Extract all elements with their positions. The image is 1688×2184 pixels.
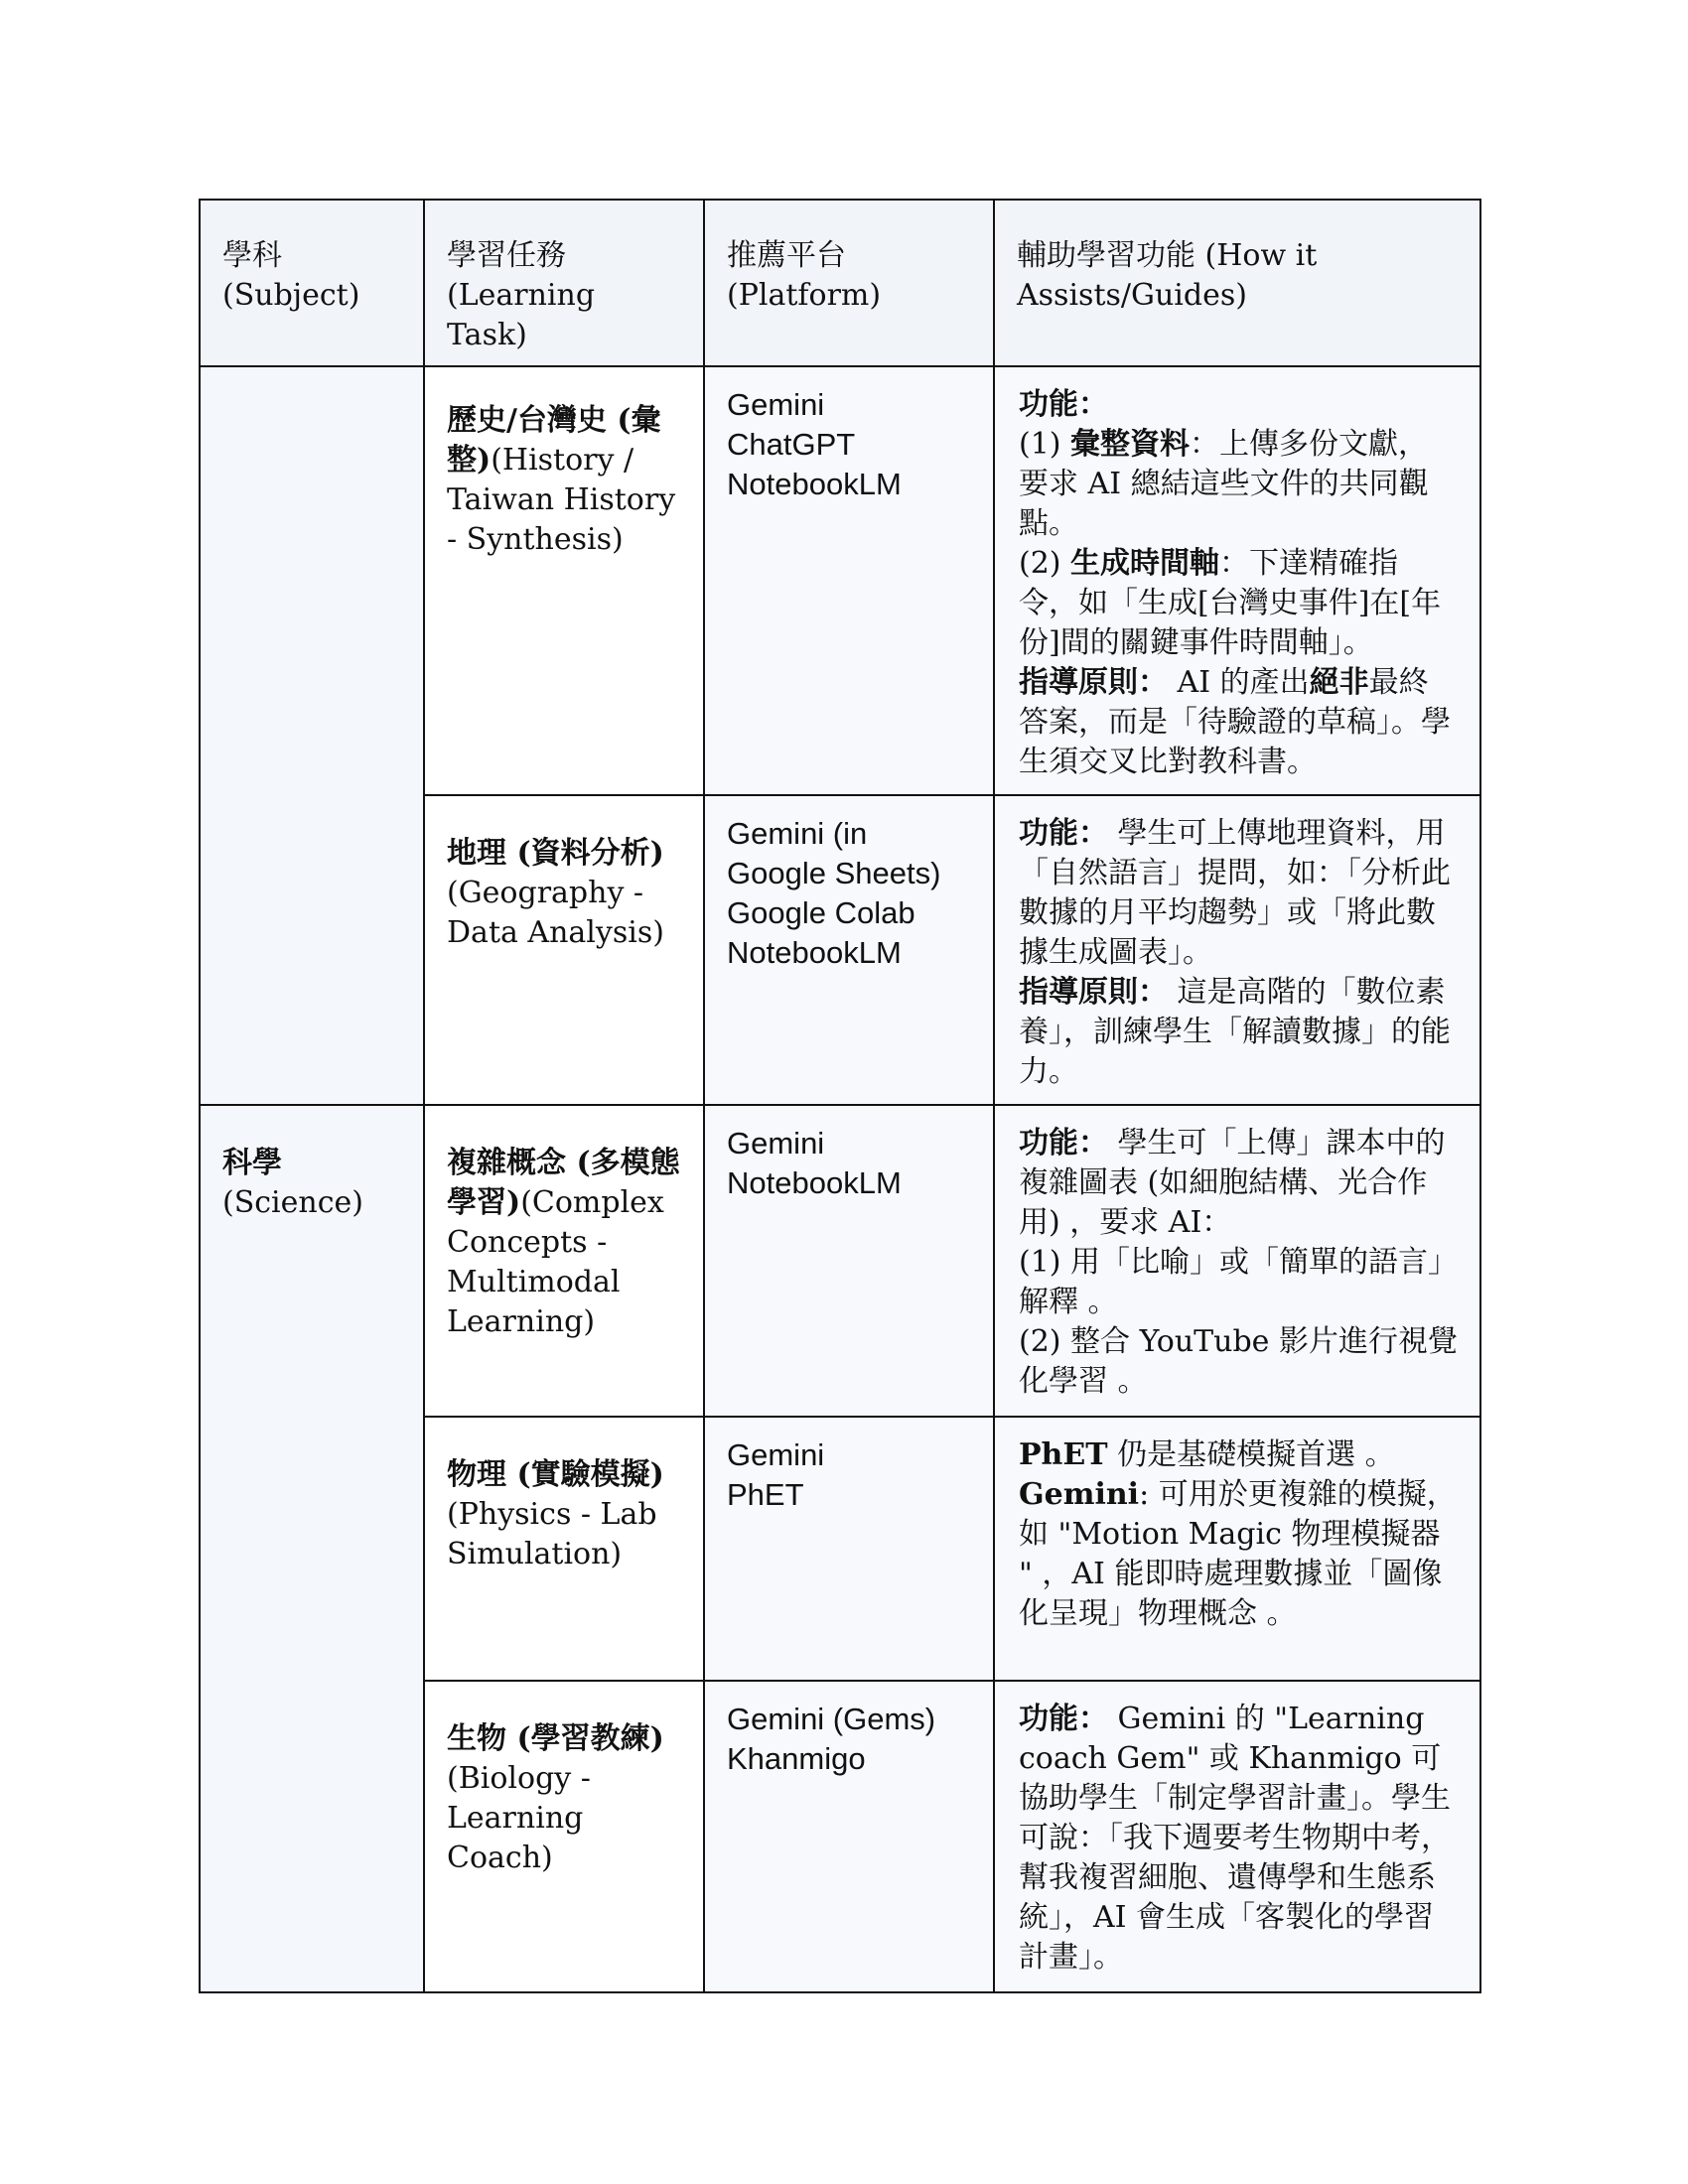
- platform-cell-history: Gemini ChatGPT NotebookLM: [704, 366, 994, 795]
- header-platform: 推薦平台 (Platform): [704, 200, 994, 366]
- function-cell-history: 功能： (1) 彙整資料：上傳多份文獻，要求 AI 總結這些文件的共同觀點。 (2) 生成時間軸：下達精確指令，如「生成[台灣史事件]在[年份]間的關鍵事件時間軸」。 指導原則： AI 的產出絕非最終答案，而是「待驗證的草稿」。學生須交叉比對教科書。: [994, 366, 1480, 795]
- subject-cell-humanities: [200, 366, 424, 1105]
- task-cell-physics: 物理 (實驗模擬)(Physics - Lab Simulation): [424, 1417, 704, 1681]
- task-cell-history: 歷史/台灣史 (彙整)(History / Taiwan History - Synthesis): [424, 366, 704, 795]
- platform-cell-geography: Gemini (in Google Sheets) Google Colab NotebookLM: [704, 795, 994, 1105]
- header-function: 輔助學習功能 (How it Assists/Guides): [994, 200, 1480, 366]
- function-cell-complex: 功能： 學生可「上傳」課本中的複雜圖表 (如細胞結構、光合作用) ，要求 AI： (1) 用「比喻」或「簡單的語言」解釋 。 (2) 整合 YouTube 影片進行視覺化學習 。: [994, 1105, 1480, 1417]
- header-subject: 學科 (Subject): [200, 200, 424, 366]
- ai-learning-table: [199, 199, 1481, 1993]
- task-cell-biology: 生物 (學習教練)(Biology - Learning Coach): [424, 1681, 704, 1992]
- function-cell-biology: 功能： Gemini 的 "Learning coach Gem" 或 Khanmigo 可協助學生「制定學習計畫」。學生可說：「我下週要考生物期中考，幫我複習細胞、遺傳學和生態系統」，AI 會生成「客製化的學習計畫」。: [994, 1681, 1480, 1992]
- task-cell-complex: 複雜概念 (多模態學習)(Complex Concepts - Multimodal Learning): [424, 1105, 704, 1417]
- table-row-complex: [200, 1105, 1480, 1417]
- function-cell-geography: 功能： 學生可上傳地理資料，用「自然語言」提問，如：「分析此數據的月平均趨勢」或「將此數據生成圖表」。 指導原則： 這是高階的「數位素養」，訓練學生「解讀數據」的能力。: [994, 795, 1480, 1105]
- task-cell-geography: 地理 (資料分析)(Geography - Data Analysis): [424, 795, 704, 1105]
- platform-cell-biology: Gemini (Gems) Khanmigo: [704, 1681, 994, 1992]
- platform-cell-complex: Gemini NotebookLM: [704, 1105, 994, 1417]
- platform-cell-physics: Gemini PhET: [704, 1417, 994, 1681]
- function-cell-physics: PhET 仍是基礎模擬首選 。 Gemini: 可用於更複雜的模擬，如 "Motion Magic 物理模擬器 " ，AI 能即時處理數據並「圖像化呈現」物理概念 。: [994, 1417, 1480, 1681]
- header-task: 學習任務 (Learning Task): [424, 200, 704, 366]
- subject-cell-science: 科學 (Science): [200, 1105, 424, 1992]
- table-row-history: [200, 366, 1480, 795]
- header-row: [200, 200, 1480, 366]
